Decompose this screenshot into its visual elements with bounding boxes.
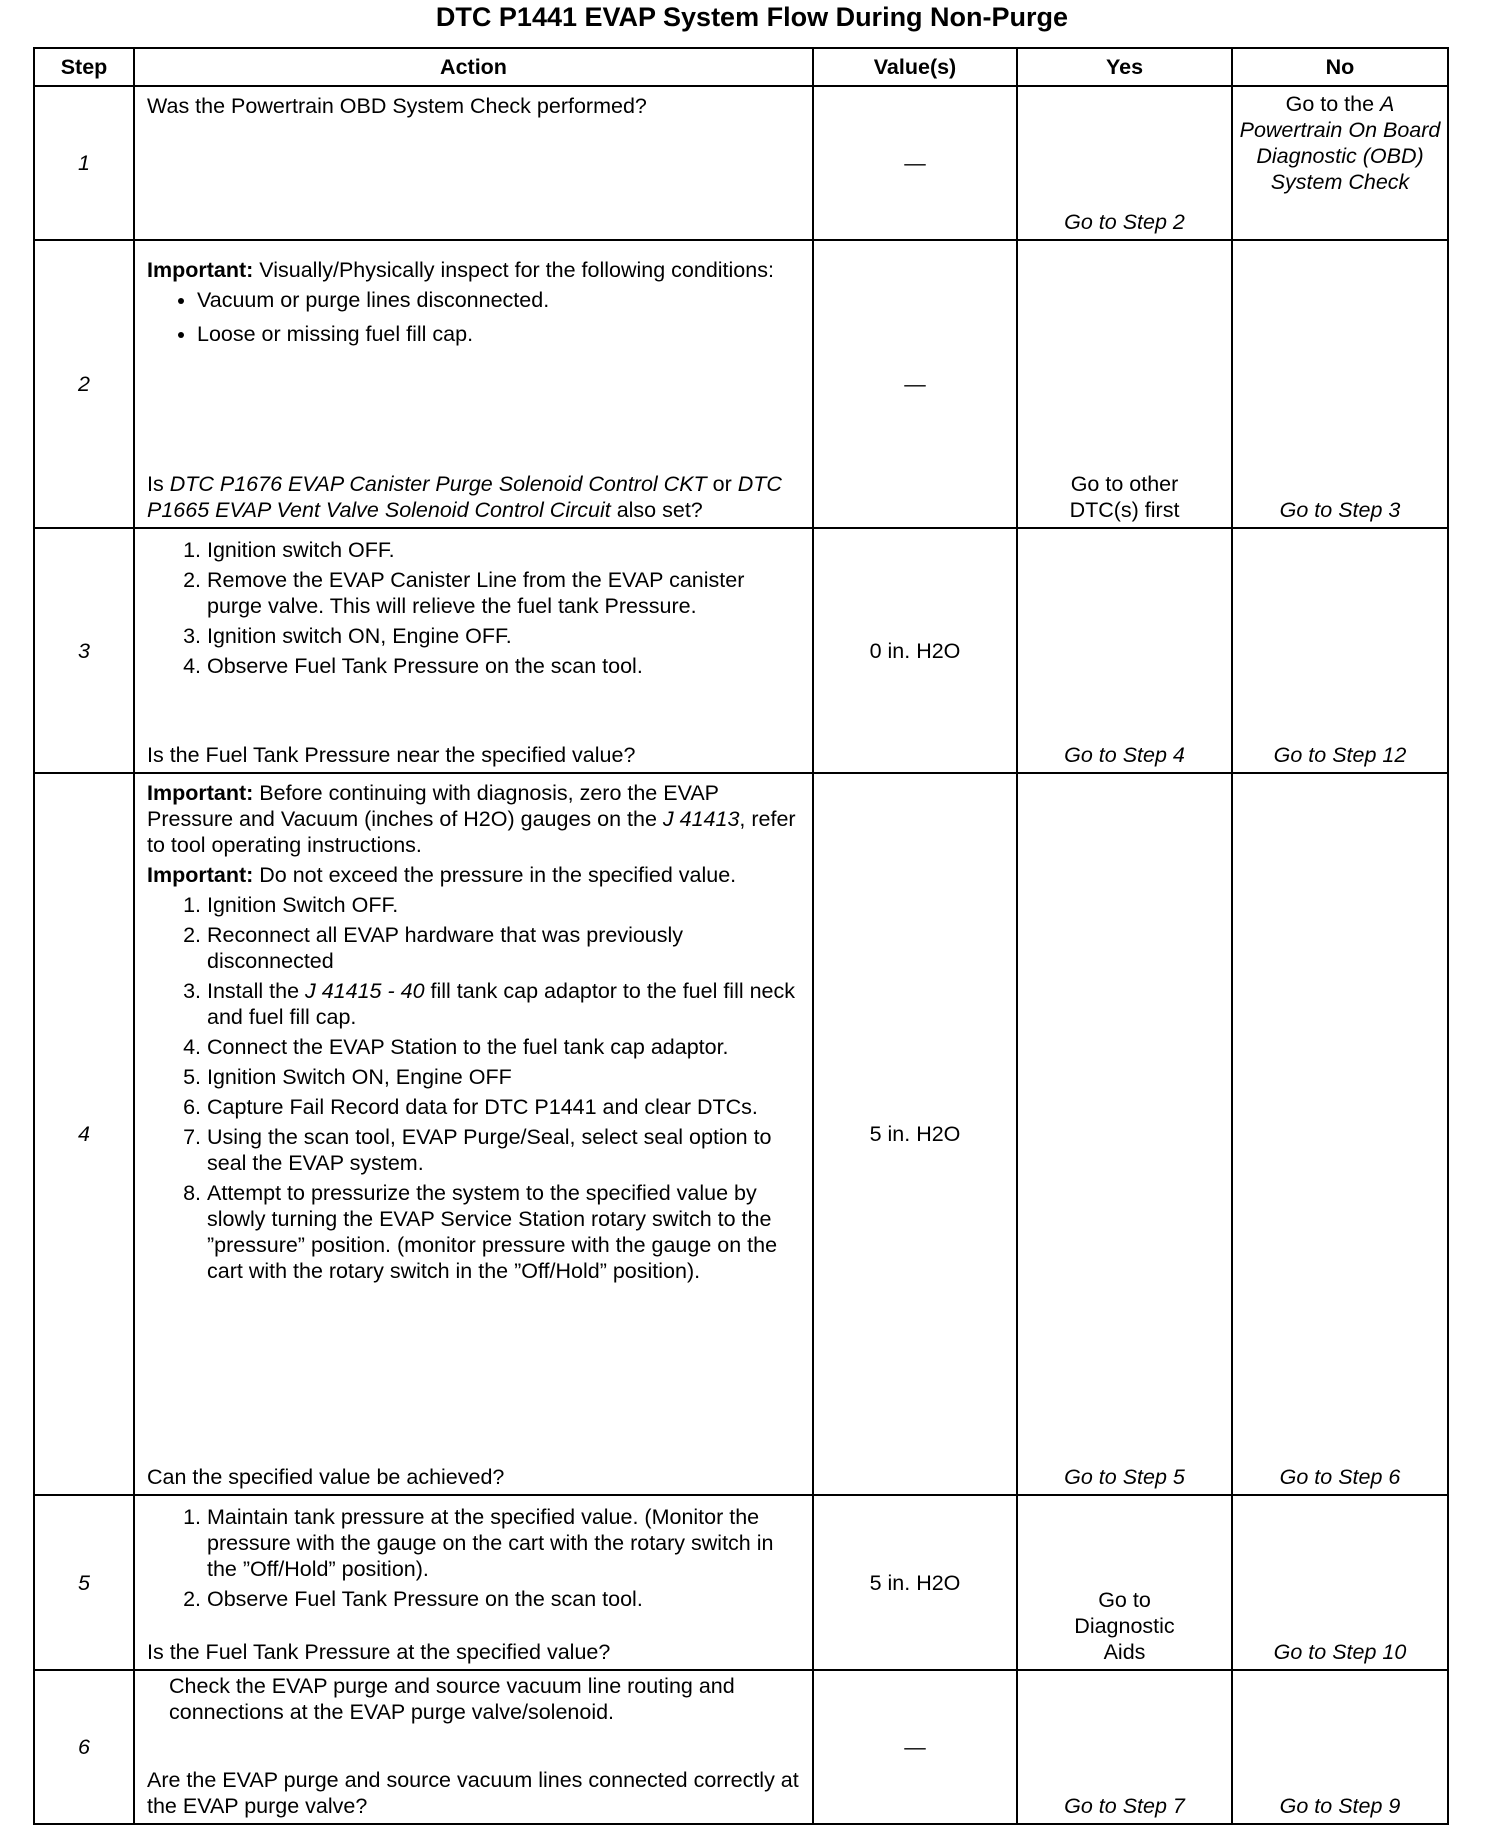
action-cell bbox=[134, 1495, 813, 1670]
dtc-ref: DTC P1676 EVAP Canister Purge Solenoid Control CKT bbox=[169, 472, 707, 496]
no-prefix: Go to the bbox=[1285, 92, 1381, 116]
step-number: 1 bbox=[34, 86, 134, 240]
table-row bbox=[34, 1495, 1448, 1670]
page-title: DTC P1441 EVAP System Flow During Non-Purge bbox=[435, 2, 1069, 32]
table-row bbox=[34, 528, 1448, 773]
important-label: Important: bbox=[147, 863, 254, 887]
step-number: 3 bbox=[34, 528, 134, 773]
value-cell: — bbox=[813, 240, 1017, 528]
step-number: 2 bbox=[34, 240, 134, 528]
diagnostic-table bbox=[33, 47, 1449, 1825]
value-cell: 5 in. H2O bbox=[813, 1495, 1017, 1670]
no-cell bbox=[1232, 528, 1448, 773]
dtc-ref: DTC P1665 EVAP Vent Valve Solenoid Control Circuit bbox=[147, 472, 782, 522]
list-item: 3. Ignition switch ON, Engine OFF. bbox=[207, 623, 804, 649]
value-cell: 0 in. H2O bbox=[813, 528, 1017, 773]
yes-link[interactable]: Go to Step 2 bbox=[1064, 210, 1185, 234]
list-item: • Loose or missing fuel fill cap. bbox=[197, 321, 804, 347]
yes-link[interactable]: Go to Diagnostic Aids bbox=[1074, 1588, 1175, 1664]
question: Can the specified value be achieved? bbox=[147, 1465, 505, 1489]
action-cell bbox=[134, 528, 813, 773]
no-link[interactable] bbox=[1233, 91, 1447, 195]
yes-link[interactable]: Go to Step 7 bbox=[1064, 1794, 1185, 1818]
header-no: No bbox=[1232, 48, 1448, 86]
list-item: 6. Capture Fail Record data for DTC P1441 and clear DTCs. bbox=[207, 1094, 804, 1120]
value-cell: — bbox=[813, 86, 1017, 240]
tool-ref: J 41413 bbox=[662, 807, 740, 831]
no-link[interactable]: Go to Step 3 bbox=[1279, 498, 1401, 522]
important-text: Do not exceed the pressure in the specified value. bbox=[253, 863, 737, 887]
list-item: • Vacuum or purge lines disconnected. bbox=[197, 287, 804, 313]
no-cell bbox=[1232, 86, 1448, 240]
no-cell bbox=[1232, 773, 1448, 1495]
important-note bbox=[147, 257, 804, 283]
question: Was the Powertrain OBD System Check performed? bbox=[147, 94, 647, 118]
header-row bbox=[34, 48, 1448, 86]
table-row bbox=[34, 240, 1448, 528]
yes-cell bbox=[1017, 773, 1232, 1495]
no-cell bbox=[1232, 1670, 1448, 1824]
action-cell bbox=[134, 240, 813, 528]
yes-cell bbox=[1017, 1495, 1232, 1670]
value-cell: — bbox=[813, 1670, 1017, 1824]
no-cell bbox=[1232, 1495, 1448, 1670]
no-link[interactable]: Go to Step 9 bbox=[1279, 1794, 1401, 1818]
yes-cell bbox=[1017, 528, 1232, 773]
no-link[interactable]: Go to Step 12 bbox=[1273, 743, 1407, 767]
header-step: Step bbox=[34, 48, 134, 86]
instruction-text: Check the EVAP purge and source vacuum line routing and connections at the EVAP purge valve/solenoid. bbox=[169, 1674, 735, 1724]
item-text: Install the bbox=[207, 979, 305, 1003]
q-text: Is bbox=[147, 472, 170, 496]
header-yes: Yes bbox=[1017, 48, 1232, 86]
header-values: Value(s) bbox=[813, 48, 1017, 86]
item-text: fill tank cap adaptor to the fuel fill neck and fuel fill cap. bbox=[207, 979, 796, 1029]
yes-link[interactable]: Go to other DTC(s) first bbox=[1069, 472, 1180, 522]
list-item: 4. Connect the EVAP Station to the fuel tank cap adaptor. bbox=[207, 1034, 804, 1060]
table-row bbox=[34, 86, 1448, 240]
no-link[interactable]: Go to Step 6 bbox=[1279, 1465, 1401, 1489]
action-cell bbox=[134, 1670, 813, 1824]
list-item: 7. Using the scan tool, EVAP Purge/Seal, select seal option to seal the EVAP system. bbox=[207, 1124, 804, 1176]
numbered-list bbox=[147, 892, 804, 1284]
important-note bbox=[147, 862, 804, 888]
q-text: also set? bbox=[610, 498, 703, 522]
yes-cell bbox=[1017, 240, 1232, 528]
list-item: 1. Ignition Switch OFF. bbox=[207, 892, 804, 918]
list-item: 5. Ignition Switch ON, Engine OFF bbox=[207, 1064, 804, 1090]
yes-link[interactable]: Go to Step 4 bbox=[1064, 743, 1185, 767]
question: Are the EVAP purge and source vacuum lines connected correctly at the EVAP purge valve? bbox=[147, 1768, 799, 1818]
yes-link[interactable]: Go to Step 5 bbox=[1064, 1465, 1185, 1489]
bullet-list bbox=[147, 287, 804, 347]
action-cell bbox=[134, 86, 813, 240]
step-number: 6 bbox=[34, 1670, 134, 1824]
list-item: 1. Ignition switch OFF. bbox=[207, 537, 804, 563]
no-cell bbox=[1232, 240, 1448, 528]
important-label: Important: bbox=[147, 781, 254, 805]
no-link[interactable]: Go to Step 10 bbox=[1273, 1640, 1407, 1664]
numbered-list bbox=[147, 1504, 804, 1612]
important-text: Before continuing with diagnosis, zero the EVAP Pressure and Vacuum (inches of H2O) gauges on the bbox=[147, 781, 719, 831]
no-target: A Powertrain On Board Diagnostic (OBD) System Check bbox=[1239, 92, 1441, 194]
question: Is the Fuel Tank Pressure near the specified value? bbox=[147, 743, 636, 767]
table-row bbox=[34, 1670, 1448, 1824]
list-item: 2. Remove the EVAP Canister Line from the EVAP canister purge valve. This will relieve the fuel tank Pressure. bbox=[207, 567, 804, 619]
important-label: Important: bbox=[147, 258, 254, 282]
q-text: or bbox=[706, 472, 738, 496]
list-item bbox=[207, 978, 804, 1030]
yes-cell bbox=[1017, 1670, 1232, 1824]
list-item: 1. Maintain tank pressure at the specified value. (Monitor the pressure with the gauge on the cart with the rotary switch in the ”Off/Hold” position). bbox=[207, 1504, 804, 1582]
list-item: 4. Observe Fuel Tank Pressure on the scan tool. bbox=[207, 653, 804, 679]
question bbox=[147, 471, 806, 523]
list-item: 2. Reconnect all EVAP hardware that was previously disconnected bbox=[207, 922, 804, 974]
header-action: Action bbox=[134, 48, 813, 86]
value-cell: 5 in. H2O bbox=[813, 773, 1017, 1495]
important-note bbox=[147, 780, 804, 858]
step-number: 4 bbox=[34, 773, 134, 1495]
table-row bbox=[34, 773, 1448, 1495]
important-text: , refer to tool operating instructions. bbox=[147, 807, 796, 857]
numbered-list bbox=[147, 537, 804, 679]
tool-ref: J 41415 - 40 bbox=[305, 979, 425, 1003]
question: Is the Fuel Tank Pressure at the specified value? bbox=[147, 1640, 611, 1664]
yes-cell bbox=[1017, 86, 1232, 240]
list-item: 2. Observe Fuel Tank Pressure on the scan tool. bbox=[207, 1586, 804, 1612]
list-item: 8. Attempt to pressurize the system to the specified value by slowly turning the EVAP Service Station rotary switch to the ”pressure” position. (monitor pressure with the gauge on the cart with the rotary switch in the ”Off/Hold” position). bbox=[207, 1180, 804, 1284]
action-cell bbox=[134, 773, 813, 1495]
step-number: 5 bbox=[34, 1495, 134, 1670]
important-text: Visually/Physically inspect for the following conditions: bbox=[253, 258, 774, 282]
